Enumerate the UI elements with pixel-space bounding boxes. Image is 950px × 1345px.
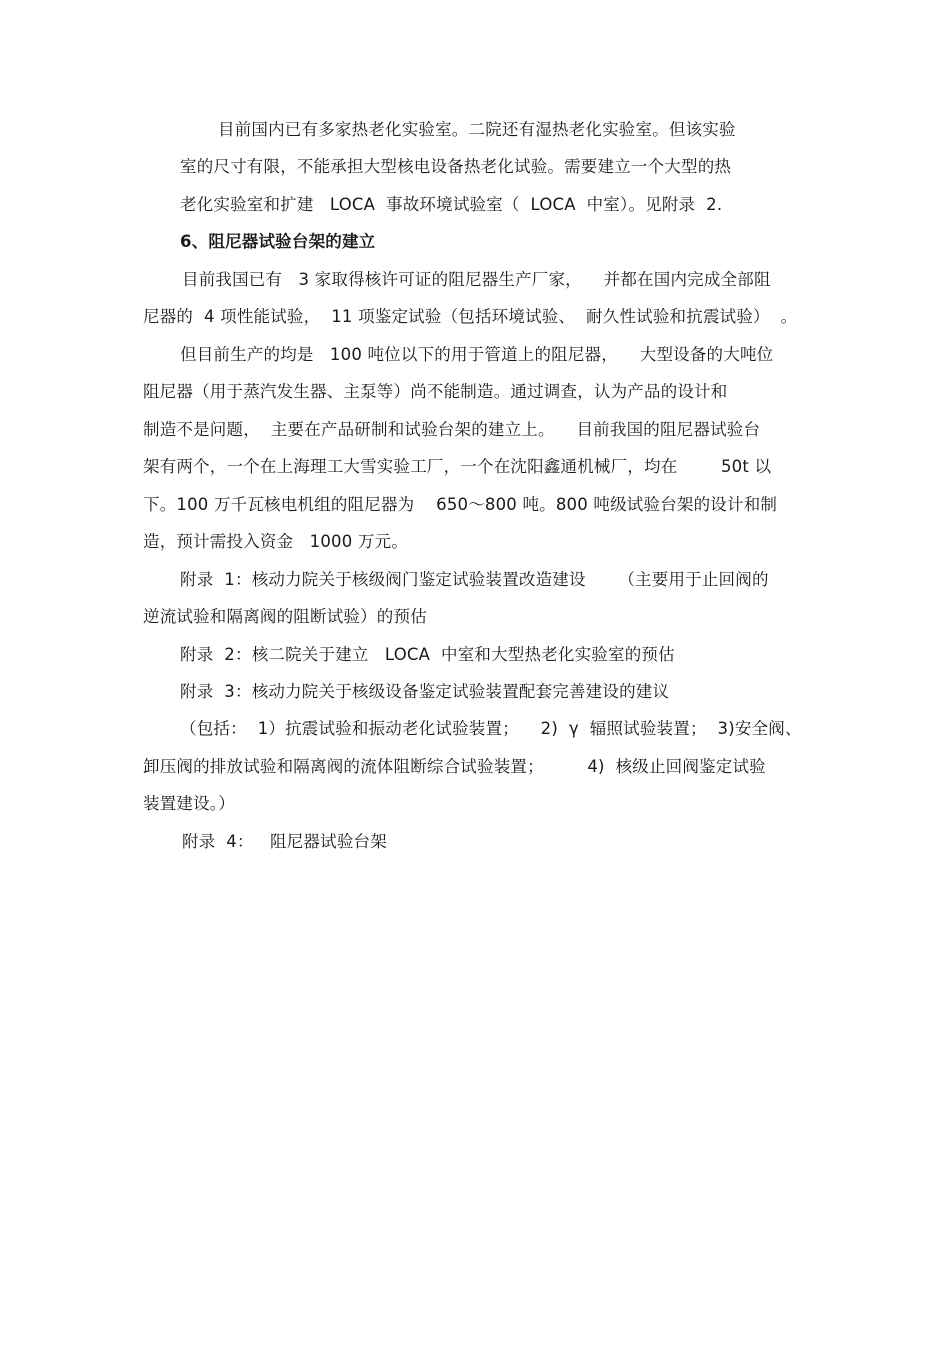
appendix-2: 附录 2：核二院关于建立 LOCA 中室和大型热老化实验室的预估 xyxy=(180,645,675,664)
paragraph-line-1: 目前国内已有多家热老化实验室。二院还有湿热老化实验室。但该实验 xyxy=(218,120,736,139)
paragraph-line-2: 室的尺寸有限，不能承担大型核电设备热老化试验。需要建立一个大型的热 xyxy=(180,157,732,176)
appendix-3-line-3: 卸压阀的排放试验和隔离阀的流体阻断综合试验装置； 4) 核级止回阀鉴定试验 xyxy=(143,757,766,776)
section-heading: 6、阻尼器试验台架的建立 xyxy=(180,232,376,251)
paragraph-line-5: 目前我国已有 3 家取得核许可证的阻尼器生产厂家， 并都在国内完成全部阻 xyxy=(182,270,771,289)
appendix-4: 附录 4： 阻尼器试验台架 xyxy=(182,832,387,851)
appendix-3-line-1: 附录 3：核动力院关于核级设备鉴定试验装置配套完善建设的建议 xyxy=(180,682,670,701)
appendix-1-line-1: 附录 1：核动力院关于核级阀门鉴定试验装置改造建设 （主要用于止回阀的 xyxy=(180,570,769,589)
paragraph-line-9: 制造不是问题， 主要在产品研制和试验台架的建立上。 目前我国的阻尼器试验台 xyxy=(143,420,761,439)
paragraph-line-6: 尼器的 4 项性能试验， 11 项鉴定试验（包括环境试验、 耐久性试验和抗震试验） 。 xyxy=(143,307,798,326)
appendix-3-line-4: 装置建设。） xyxy=(143,794,235,813)
paragraph-line-10: 架有两个，一个在上海理工大雪实验工厂，一个在沈阳鑫通机械厂，均在 50t 以 xyxy=(143,457,772,476)
appendix-1-line-2: 逆流试验和隔离阀的阻断试验）的预估 xyxy=(143,607,427,626)
paragraph-line-3: 老化实验室和扩建 LOCA 事故环境试验室（ LOCA 中室）。见附录 2. xyxy=(180,195,723,214)
paragraph-line-8: 阻尼器（用于蒸汽发生器、主泵等）尚不能制造。通过调查，认为产品的设计和 xyxy=(143,382,728,401)
appendix-3-line-2: （包括： 1）抗震试验和振动老化试验装置； 2) γ 辐照试验装置； 3)安全阀、 xyxy=(180,719,802,738)
paragraph-line-11: 下。100 万千瓦核电机组的阻尼器为 650～800 吨。800 吨级试验台架的设计和制 xyxy=(143,495,778,514)
paragraph-line-12: 造，预计需投入资金 1000 万元。 xyxy=(143,532,408,551)
paragraph-line-7: 但目前生产的均是 100 吨位以下的用于管道上的阻尼器， 大型设备的大吨位 xyxy=(180,345,774,364)
